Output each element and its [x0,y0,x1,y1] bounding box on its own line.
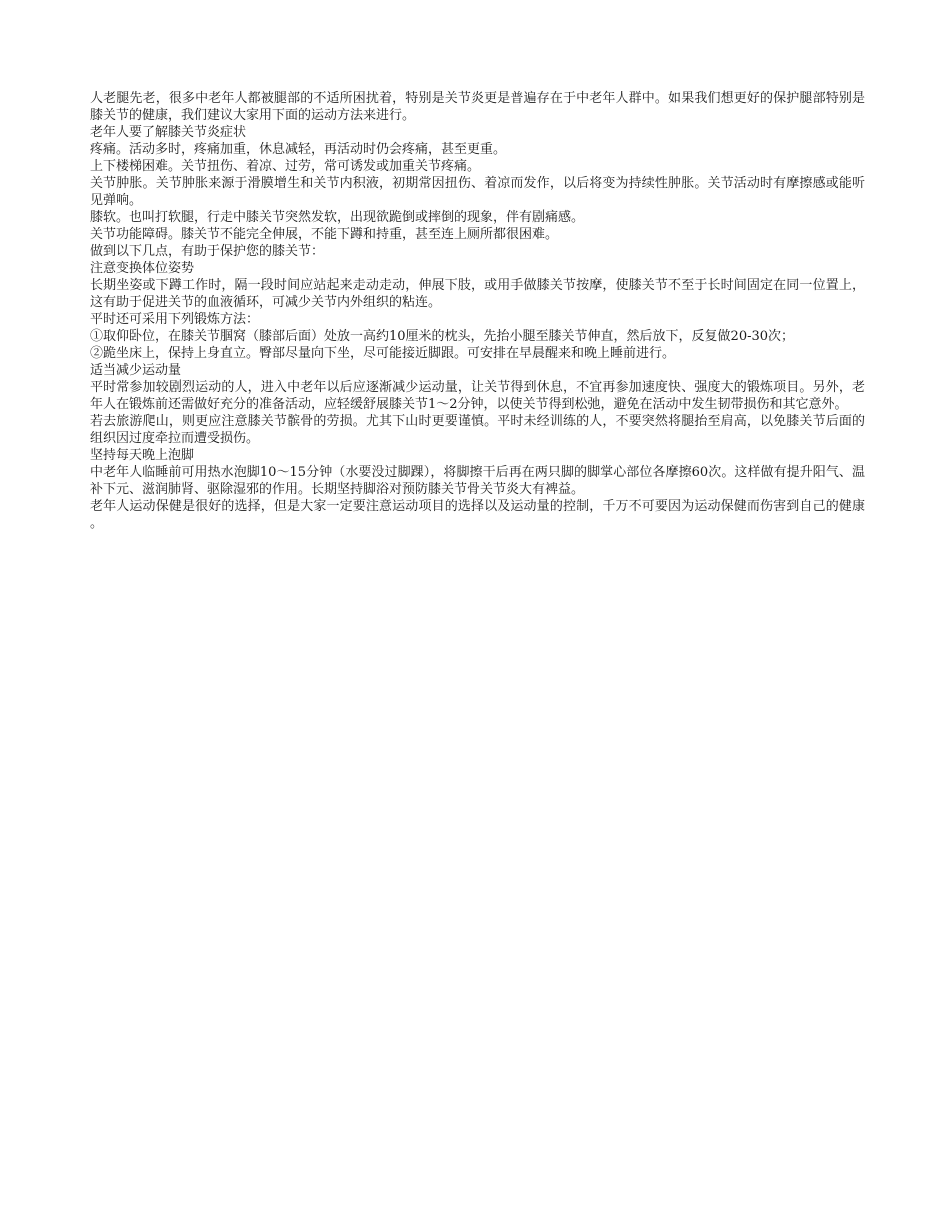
exercise-item-2: ②跪坐床上，保持上身直立。臀部尽量向下坐，尽可能接近脚跟。可安排在早晨醒来和晚上睡前进行。 [90,346,676,361]
symptom-stairs: 上下楼梯困难。关节扭伤、着凉、过劳，常可诱发或加重关节疼痛。 [90,159,481,174]
section-heading-posture: 注意变换体位姿势 [90,261,195,276]
document-body [90,90,865,532]
reduce-exercise-paragraph: 平时常参加较剧烈运动的人，进入中老年以后应逐渐减少运动量，让关节得到休息，不宜再参加速度快、强度大的锻炼项目。另外，老年人在锻炼前还需做好充分的准备活动，应轻缓舒展膝关节1～2分钟，以使关节得到松弛，避免在活动中发生韧带损伤和其它意外。 [90,380,865,412]
intro-paragraph: 人老腿先老，很多中老年人都被腿部的不适所困扰着，特别是关节炎更是普遍存在于中老年人群中。如果我们想更好的保护腿部特别是膝关节的健康，我们建议大家用下面的运动方法来进行。 [90,91,865,123]
posture-paragraph: 长期坐姿或下蹲工作时，隔一段时间应站起来走动走动，伸展下肢，或用手做膝关节按摩，使膝关节不至于长时间固定在同一位置上，这有助于促进关节的血液循环，可减少关节内外组织的粘连。 [90,278,865,310]
section-heading-reduce-exercise: 适当减少运动量 [90,363,182,378]
symptom-pain: 疼痛。活动多时，疼痛加重，休息减轻，再活动时仍会疼痛，甚至更重。 [90,142,507,157]
tips-intro: 做到以下几点，有助于保护您的膝关节： [90,244,325,259]
hiking-paragraph: 若去旅游爬山，则更应注意膝关节髌骨的劳损。尤其下山时更要谨慎。平时未经训练的人，不要突然将腿抬至肩高，以免膝关节后面的组织因过度牵拉而遭受损伤。 [90,414,865,446]
symptom-swelling: 关节肿胀。关节肿胀来源于滑膜增生和关节内积液，初期常因扭伤、着凉而发作，以后将变为持续性肿胀。关节活动时有摩擦感或能听见弹响。 [90,176,865,208]
conclusion-paragraph: 老年人运动保健是很好的选择，但是大家一定要注意运动项目的选择以及运动量的控制，千万不可要因为运动保健而伤害到自己的健康。 [90,499,865,531]
symptom-dysfunction: 关节功能障碍。膝关节不能完全伸展，不能下蹲和持重，甚至连上厕所都很困难。 [90,227,559,242]
section-heading-symptoms: 老年人要了解膝关节炎症状 [90,125,247,140]
section-heading-foot-soak: 坚持每天晚上泡脚 [90,448,195,463]
symptom-weak-knee: 膝软。也叫打软腿，行走中膝关节突然发软，出现欲跪倒或摔倒的现象，伴有剧痛感。 [90,210,585,225]
exercise-item-1: ①取仰卧位，在膝关节腘窝（膝部后面）处放一高约10厘米的枕头，先抬小腿至膝关节伸直，然后放下，反复做20-30次； [90,329,795,344]
exercise-intro: 平时还可采用下列锻炼方法： [90,312,260,327]
foot-soak-paragraph: 中老年人临睡前可用热水泡脚10～15分钟（水要没过脚踝），将脚擦干后再在两只脚的脚掌心部位各摩擦60次。这样做有提升阳气、温补下元、滋润肺肾、驱除湿邪的作用。长期坚持脚浴对预防膝关节骨关节炎大有裨益。 [90,465,865,497]
